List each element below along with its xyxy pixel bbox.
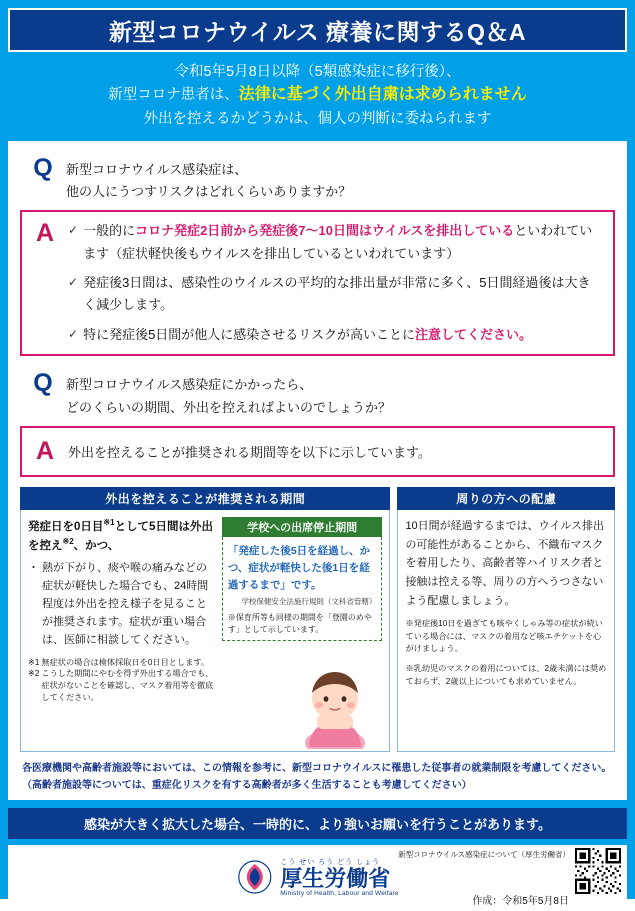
- title-sup: ※2: [62, 537, 74, 547]
- q-letter-2: Q: [33, 369, 53, 398]
- question-block-1: [20, 155, 615, 205]
- question-text-2: [66, 370, 391, 420]
- panel-right-body: [397, 510, 615, 752]
- panel-left-textcol: [28, 517, 216, 745]
- bottom-area: [8, 845, 627, 911]
- note-line: [28, 668, 216, 704]
- footer-note: 各医療機関や高齢者施設等においては、この情報を参考に、新型コロナウイルスに罹患した従事者の就業制限を考慮してください。（高齢者施設等については、重症化リスクを有する高齢者が多く生活することも考慮してください）: [22, 763, 612, 791]
- creation-date: 作成：令和5年5月8日: [472, 896, 569, 908]
- answer-seg: といわれています（症状軽快後もウイルスを排出しているといわれています）: [83, 223, 593, 261]
- note-mark: ※1: [28, 657, 40, 667]
- question-2-line-1: 新型コロナウイルス感染症にかかったら、: [66, 377, 313, 393]
- lead-block: [6, 52, 629, 141]
- answer-item: [68, 272, 603, 317]
- body-card: [8, 141, 627, 800]
- lead-line-2: [6, 83, 629, 108]
- answer-item: [68, 220, 603, 265]
- lead-line-2-highlight: 法律に基づく外出自粛は求められません: [238, 86, 527, 104]
- panel-left-bullet-text: 熱が下がり、痰や喉の痛みなどの症状が軽快した場合でも、24時間程度は外出を控え様子を見ることが推奨されます。症状が重い場合は、医師に相談してください。: [42, 562, 209, 646]
- school-source: 学校保健安全法施行規則（文科省管轄）: [241, 597, 377, 607]
- title-seg: として5日間は外出を控え: [28, 520, 213, 553]
- panels: [20, 487, 615, 752]
- answer-box-1: [20, 210, 615, 356]
- note-text: 無症状の場合は検体採取日を0日目とします。: [41, 657, 210, 667]
- panel-left-notes: [28, 657, 216, 705]
- school-box-header: 学校への出席停止期間: [222, 517, 383, 537]
- answer-seg: 一般的に: [83, 223, 136, 239]
- question-1-line-1: 新型コロナウイルス感染症は、: [66, 161, 248, 177]
- ministry-english: Ministry of Health, Labour and Welfare: [280, 890, 399, 898]
- page-title: 新型コロナウイルス 療養に関するQ＆A: [108, 18, 526, 45]
- title-sup: ※1: [103, 518, 115, 528]
- question-1-line-2: 他の人にうつすリスクはどれくらいありますか？: [66, 184, 352, 200]
- title-seg: 、かつ、: [73, 540, 120, 553]
- bottom-strip: 感染が大きく拡大した場合、一時的に、より強いお願いを行うことがあります。: [8, 808, 627, 839]
- ministry-logo-block: [236, 857, 398, 897]
- panel-consideration: [397, 487, 615, 752]
- check-icon: ✓: [68, 223, 79, 238]
- school-box: [222, 537, 383, 641]
- panel-right-note-2: ※乳幼児のマスクの着用については、2歳未満には奨めておらず、2歳以上についても求めていません。: [405, 664, 607, 686]
- panel-left-schoolcol: [222, 517, 383, 745]
- answer-seg: 特に発症後5日間が他人に感染させるリスクが高いことに: [83, 326, 416, 342]
- bullet-dot-icon: ・: [28, 562, 39, 575]
- ministry-kana: こう せい ろう どう しょう: [280, 859, 381, 867]
- note-mark: ※2: [28, 669, 40, 679]
- check-icon: ✓: [68, 274, 79, 289]
- title-seg: 発症日を0日目: [28, 520, 104, 533]
- child-illustration-icon: [287, 663, 383, 749]
- panel-recommended-period: [20, 487, 390, 752]
- note-line: [28, 657, 216, 669]
- lead-line-1: 令和5年5月8日以降（5類感染症に移行後）、: [174, 64, 461, 80]
- school-quote: 「発症した後5日を経過し、かつ、症状が軽快した後1日を経過するまで」です。: [227, 545, 371, 591]
- answer-item-text: [83, 324, 532, 346]
- q-letter-1: Q: [33, 153, 53, 182]
- panel-right-note-1: ※発症後10日を過ぎても咳やくしゃみ等の症状が続いている場合には、マスクの着用など咳エチケットを心がけましょう。: [405, 619, 603, 654]
- a-letter-2: A: [35, 436, 55, 465]
- qr-block: [398, 848, 621, 894]
- panel-left-body: [20, 510, 390, 752]
- qr-code-icon[interactable]: [575, 848, 621, 894]
- lead-line-2-prefix: 新型コロナ患者は、: [108, 87, 239, 104]
- answer-list-1: [68, 220, 603, 346]
- panel-left-bullet-block: [28, 560, 216, 649]
- lead-line-3: 外出を控えるかどうかは、個人の判断に委ねられます: [143, 111, 492, 128]
- panel-left-title: [28, 517, 216, 555]
- panel-left-header: 外出を控えることが推奨される期間: [20, 487, 390, 510]
- answer-text-2: 外出を控えることが推奨される期間等を以下に示しています。: [68, 444, 431, 460]
- question-block-2: [20, 370, 615, 420]
- panel-right-header: 周りの方への配慮: [397, 487, 615, 510]
- panel-left-bullet: [28, 560, 216, 649]
- qr-label: 新型コロナウイルス感染症について（厚生労働省）: [398, 850, 570, 860]
- panel-right-text: 10日間が経過するまでは、ウイルス排出の可能性があることから、不織布マスクを着用したり、高齢者等ハイリスク者と接触は控える等、周りの方へうつさないよう配慮しましょう。: [405, 520, 605, 607]
- answer-item-text: [83, 220, 603, 265]
- answer-seg-strong: 注意してください。: [415, 326, 533, 342]
- school-note: ※保育所等も同様の期間を「登園のめやす」として示しています。: [227, 613, 372, 635]
- answer-box-2: [20, 426, 615, 478]
- note-text: こうした期間にやむを得ず外出する場合でも、症状がないことを確認し、マスク着用等を徹底してください。: [41, 669, 214, 703]
- answer-item: [68, 324, 603, 346]
- check-icon: ✓: [68, 326, 79, 341]
- question-2-line-2: どのくらいの期間、外出を控えればよいのでしょうか？: [66, 399, 392, 415]
- ministry-name: 厚生労働省: [280, 866, 391, 892]
- answer-seg-strong: コロナ発症2日前から発症後7～10日間はウイルスを排出している: [135, 223, 515, 239]
- ministry-text: [280, 857, 398, 897]
- question-text-1: [66, 155, 351, 205]
- ministry-emblem-icon: [236, 859, 272, 895]
- page-title-bar: [8, 8, 627, 52]
- a-letter-1: A: [35, 219, 55, 248]
- answer-item-text: 発症後3日間は、感染性のウイルスの平均的な排出量が非常に多く、5日間経過後は大きく減少します。: [83, 274, 591, 313]
